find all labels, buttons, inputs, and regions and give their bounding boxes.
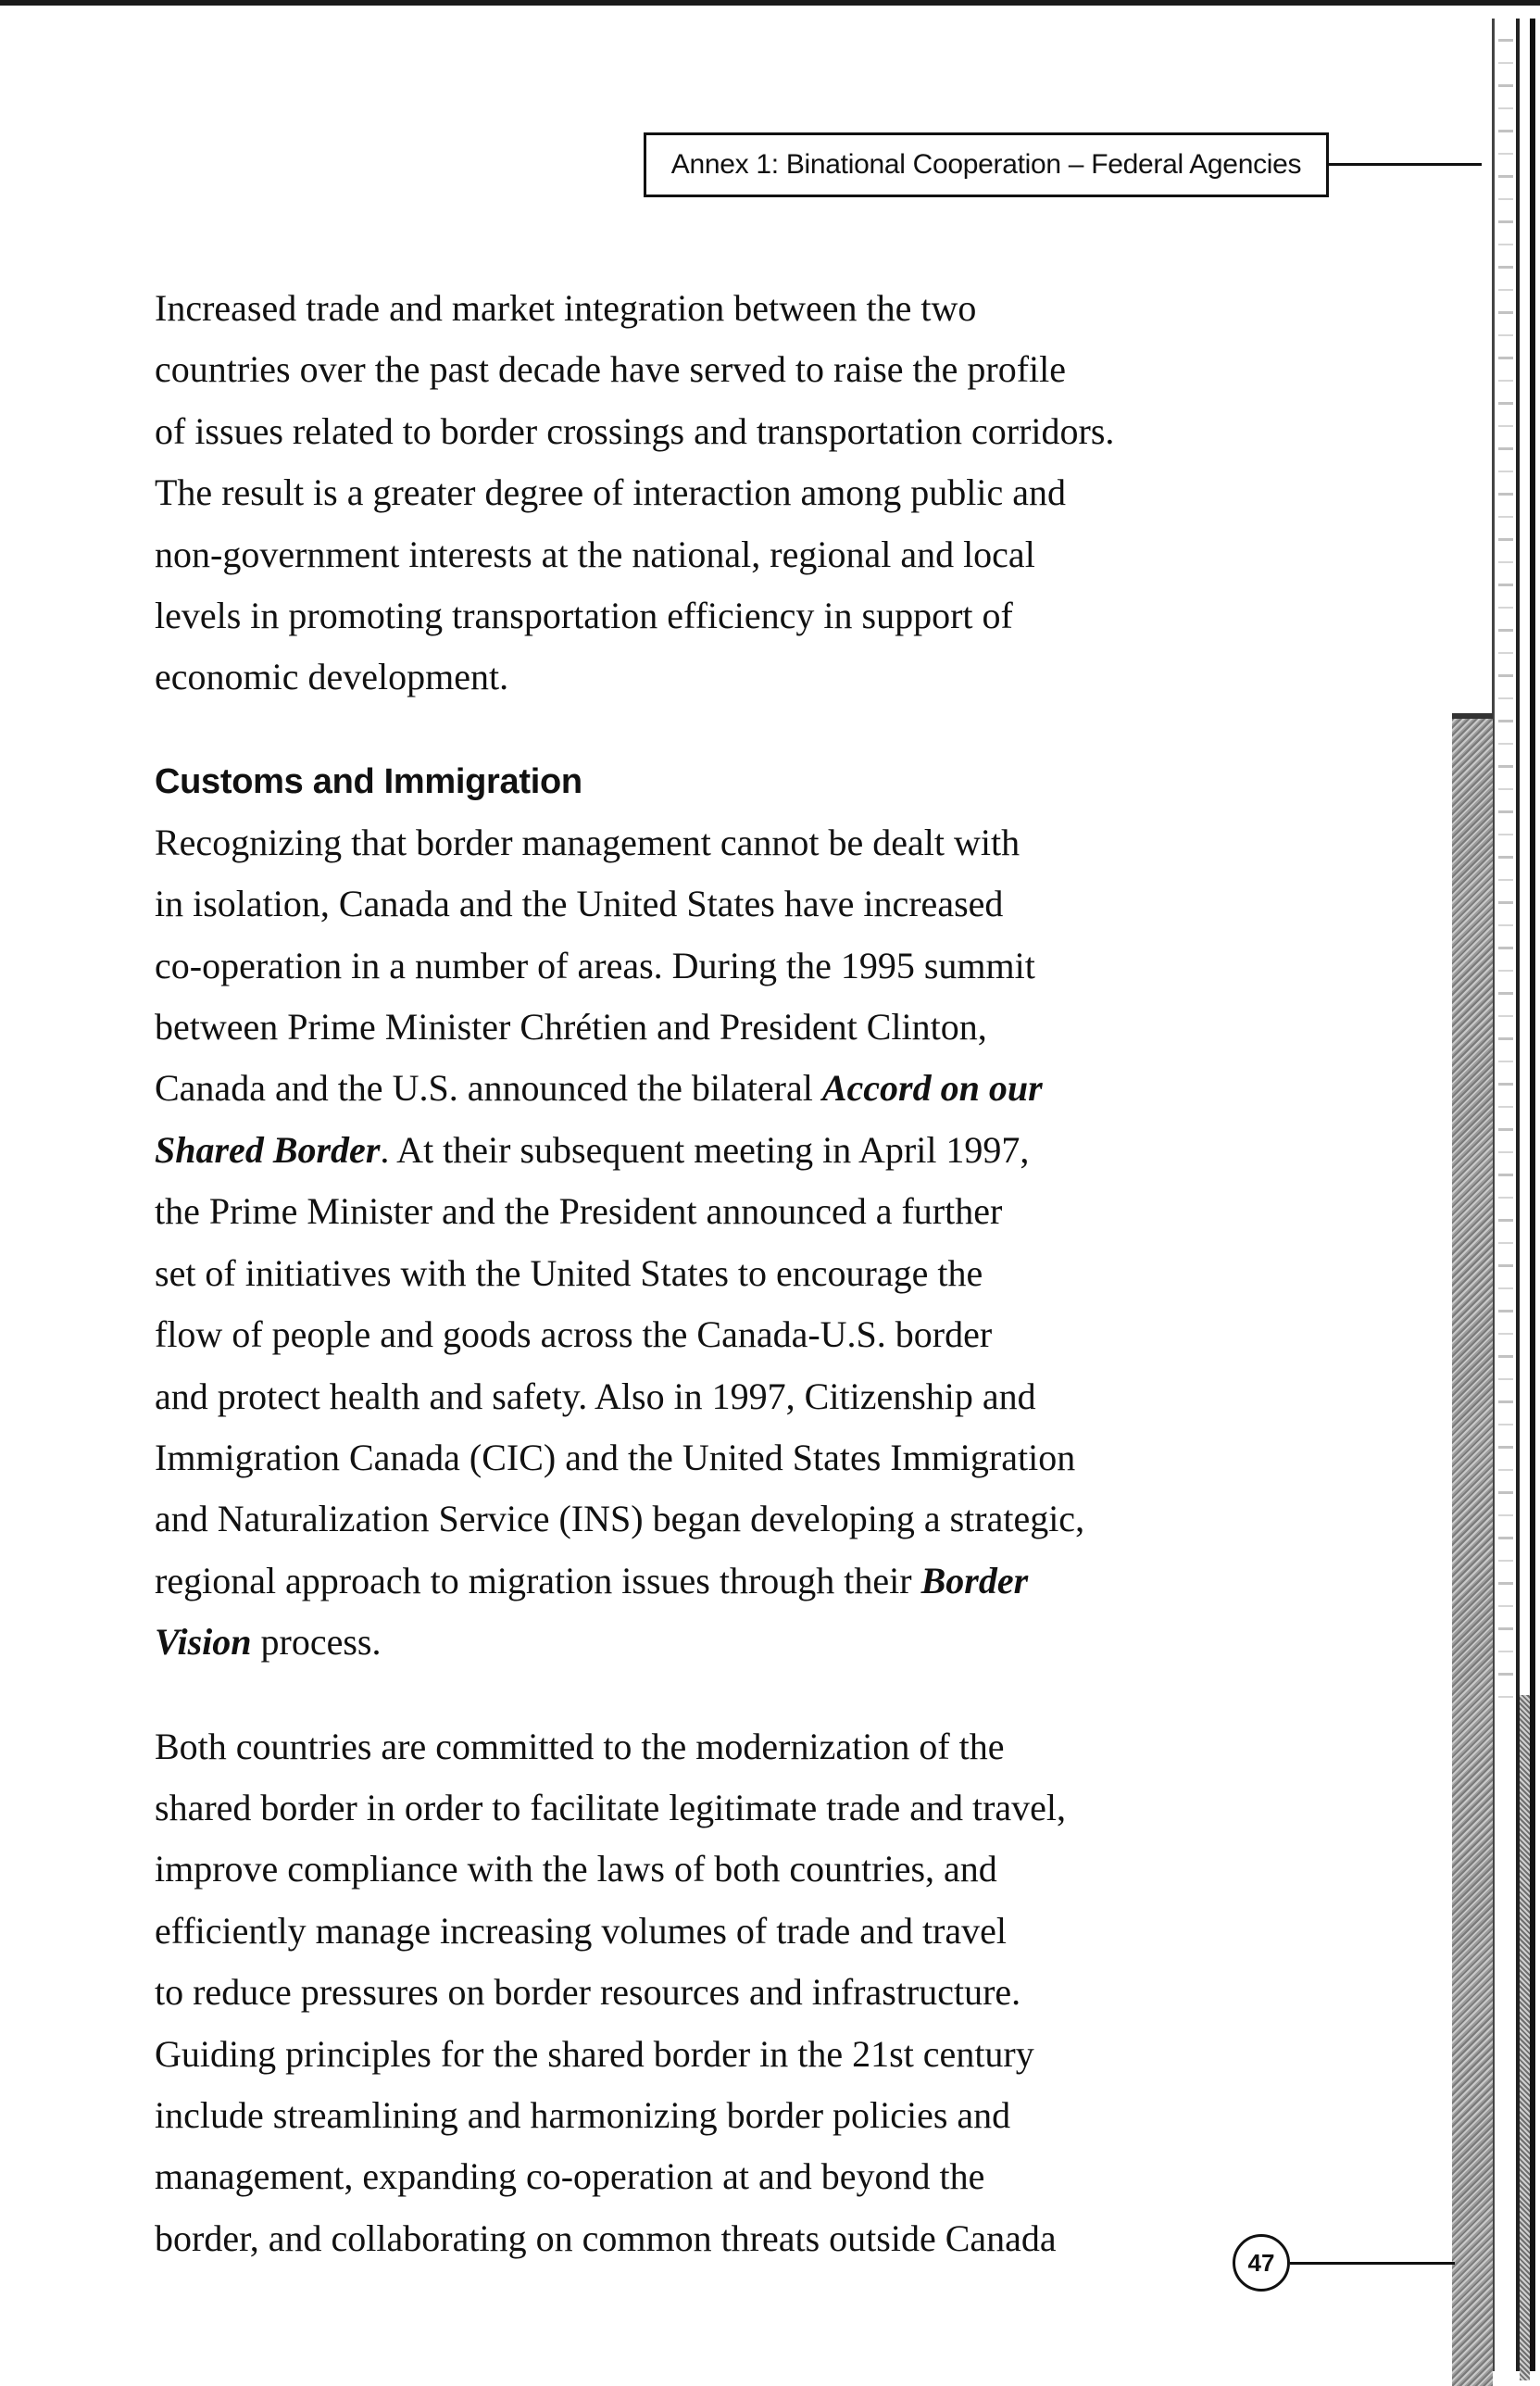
text-run: process. (251, 1621, 382, 1664)
top-edge-rule (0, 0, 1540, 6)
text-run: Canada and the U.S. announced the bilateral (155, 1067, 822, 1110)
paragraph-3-line: improve compliance with the laws of both countries, and (155, 1848, 997, 1890)
paragraph-2-line: Immigration Canada (CIC) and the United States Immigration (155, 1436, 1076, 1478)
paragraph-3-line: efficiently manage increasing volumes of trade and travel (155, 1909, 1007, 1952)
paragraph-3-line: include streamlining and harmonizing border policies and (155, 2093, 1011, 2136)
paragraph-2-line (155, 1612, 1275, 1673)
paragraph-2 (155, 812, 1275, 1674)
text-run: regional approach to migration issues through their (155, 1559, 921, 1601)
paragraph-1 (155, 278, 1275, 709)
paragraph-2-line: flow of people and goods across the Canada-U.S. border (155, 1313, 993, 1356)
border-vision-title-cont: Vision (155, 1621, 252, 1664)
page-number: 47 (1247, 2248, 1275, 2277)
paragraph-2-line: and Naturalization Service (INS) began developing a strategic, (155, 1498, 1085, 1540)
paragraph-3-line: management, expanding co-operation at and beyond the (155, 2155, 985, 2198)
running-header-title: Annex 1: Binational Cooperation – Federal Agencies (670, 149, 1302, 180)
running-header (644, 132, 1329, 197)
paragraph-3-line: border, and collaborating on common threats outside Canada (155, 2216, 1057, 2259)
paragraph-1-line: economic development. (155, 656, 509, 698)
paragraph-gap (155, 709, 1275, 751)
border-vision-title: Border (920, 1559, 1029, 1601)
paragraph-2-line: set of initiatives with the United States to encourage the (155, 1251, 983, 1294)
paragraph-2-line: Recognizing that border management cannot be dealt with (155, 821, 1020, 863)
accord-title-cont: Shared Border (155, 1128, 381, 1171)
paragraph-3-line: shared border in order to facilitate legitimate trade and travel, (155, 1786, 1067, 1828)
side-tone-band (1452, 713, 1493, 2386)
paragraph-3 (155, 1716, 1275, 2270)
paragraph-1-line: countries over the past decade have served to raise the profile (155, 348, 1067, 391)
paragraph-gap (155, 1674, 1275, 1716)
paragraph-2-line: co-operation in a number of areas. During the 1995 summit (155, 944, 1035, 986)
paragraph-3-line: Both countries are committed to the modernization of the (155, 1725, 1005, 1767)
paragraph-1-line: of issues related to border crossings and transportation corridors. (155, 409, 1115, 452)
accord-title: Accord on our (821, 1067, 1043, 1110)
paragraph-3-line: Guiding principles for the shared border in the 21st century (155, 2032, 1034, 2075)
page-number-rule (1290, 2262, 1455, 2265)
paragraph-2-line (155, 1551, 1275, 1612)
paragraph-2-line (155, 1120, 1275, 1181)
header-rule (1329, 163, 1482, 166)
edge-tone-band (1520, 1695, 1530, 2380)
page-number-badge (1233, 2234, 1290, 2292)
paragraph-2-line: the Prime Minister and the President announced a further (155, 1190, 1003, 1233)
paragraph-2-line (155, 1058, 1275, 1119)
paragraph-1-line: non-government interests at the national, regional and local (155, 533, 1035, 575)
section-heading: Customs and Immigration (155, 761, 582, 801)
paragraph-3-line: to reduce pressures on border resources and infrastructure. (155, 1971, 1021, 2014)
paragraph-2-line: in isolation, Canada and the United States have increased (155, 883, 1004, 925)
paragraph-1-line: Increased trade and market integration between the two (155, 287, 977, 329)
paragraph-1-line: levels in promoting transportation efficiency in support of (155, 595, 1013, 637)
body-text (155, 278, 1275, 2269)
paragraph-1-line: The result is a greater degree of interaction among public and (155, 471, 1067, 514)
text-run: . At their subsequent meeting in April 1997, (380, 1128, 1030, 1171)
paragraph-2-line: between Prime Minister Chrétien and President Clinton, (155, 1006, 987, 1049)
binding-speckle (1498, 19, 1513, 1704)
paragraph-2-line: and protect health and safety. Also in 1997, Citizenship and (155, 1375, 1036, 1417)
edge-rule-outer (1530, 19, 1535, 2371)
